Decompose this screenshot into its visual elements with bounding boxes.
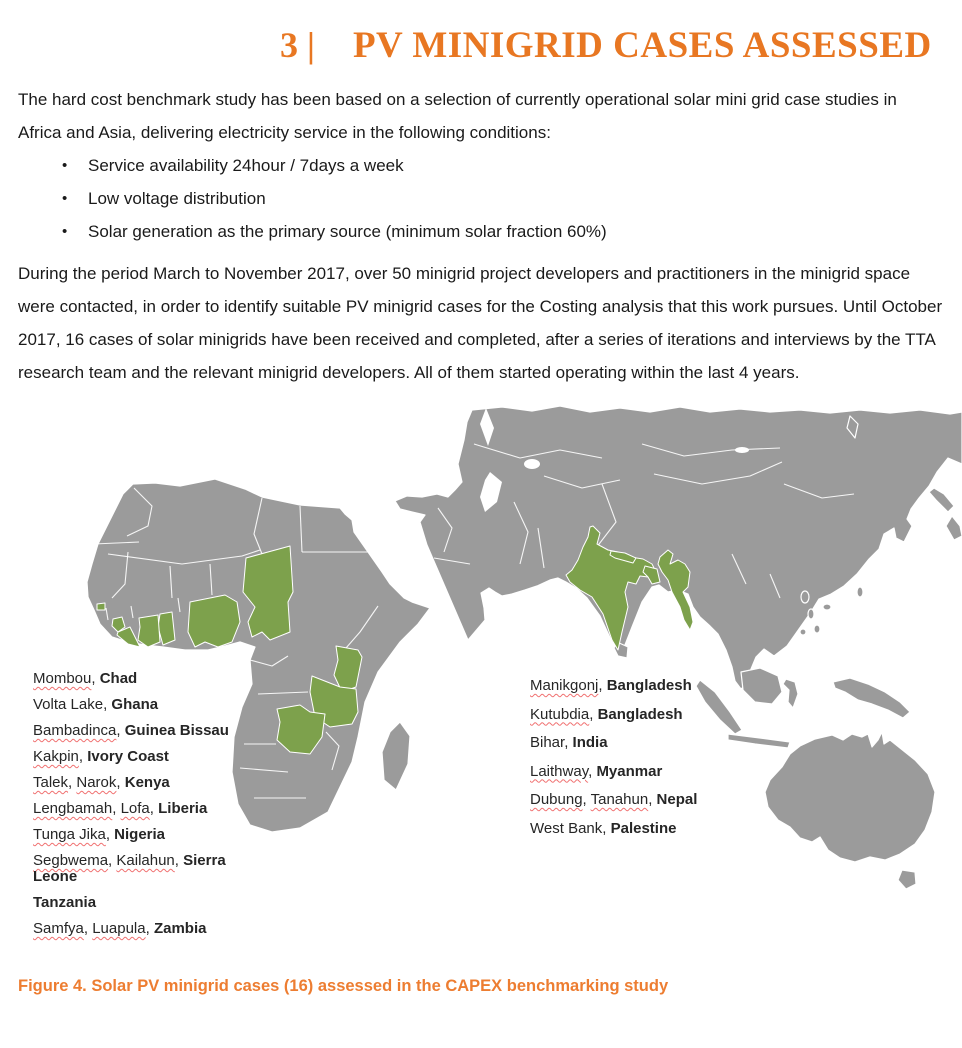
place-name: ,	[149, 800, 159, 817]
map-label	[530, 821, 730, 837]
place-name: Bambadinca	[33, 722, 117, 739]
place-name: Kakpin	[33, 748, 79, 765]
place-name: Kailahun	[116, 852, 175, 869]
philippines-island	[814, 625, 820, 633]
place-name: Dubung	[530, 791, 583, 808]
tasmania-island	[898, 870, 916, 889]
philippines-island	[808, 609, 814, 619]
map-label	[33, 801, 231, 817]
country-name: India	[572, 734, 608, 751]
place-name: Tanahun	[590, 791, 649, 808]
aral-sea	[524, 459, 540, 469]
map-label	[33, 697, 231, 713]
country-name: Bangladesh	[606, 677, 692, 694]
list-item	[18, 149, 944, 182]
place-name: Lofa	[120, 800, 150, 817]
figure-caption: Figure 4. Solar PV minigrid cases (16) assessed in the CAPEX benchmarking study	[18, 977, 669, 995]
bullet-icon: •	[62, 190, 68, 207]
place-name: ,	[108, 852, 117, 869]
place-name: ,	[68, 774, 77, 791]
place-name: Talek	[33, 774, 69, 791]
australia-landmass	[765, 732, 935, 862]
bullet-icon: •	[62, 157, 68, 174]
place-name: ,	[648, 791, 657, 808]
place-name: ,	[145, 920, 154, 937]
map-label	[530, 707, 730, 723]
place-name: ,	[598, 677, 607, 694]
country-chad	[243, 546, 293, 640]
map-label	[530, 735, 730, 751]
list-item	[18, 182, 944, 215]
africa-case-list	[33, 671, 231, 947]
map-label	[33, 671, 231, 687]
place-name: Tunga Jika	[33, 826, 106, 843]
sulawesi-island	[783, 679, 798, 708]
section-number: 3 |	[280, 25, 315, 65]
place-name: ,	[582, 791, 591, 808]
place-name: ,	[105, 826, 115, 843]
map-label	[33, 749, 231, 765]
place-name: ,	[83, 920, 93, 937]
place-name: Bihar	[530, 734, 565, 751]
intro-paragraph: The hard cost benchmark study has been based on a selection of currently operational solar mini grid case studies in Africa and Asia, delivering electricity service in the following conditions:	[18, 90, 897, 142]
map-label	[530, 792, 730, 808]
country-guinea-bissau	[97, 603, 105, 610]
place-name: Luapula	[92, 920, 146, 937]
country-name: Ghana	[111, 696, 159, 713]
section-title: PV MINIGRID CASES ASSESSED	[352, 25, 932, 66]
place-name: ,	[91, 670, 100, 687]
place-name: Kutubdia	[530, 705, 590, 723]
bullet-text: Solar generation as the primary source (minimum solar fraction 60%)	[88, 222, 607, 241]
place-name: ,	[589, 705, 598, 723]
madagascar-island	[382, 722, 410, 790]
place-name: ,	[174, 852, 184, 869]
place-name: ,	[602, 819, 611, 837]
place-name: Volta Lake	[33, 696, 104, 713]
bullet-text: Low voltage distribution	[88, 189, 266, 208]
country-name: Liberia	[158, 800, 208, 817]
section-heading	[280, 24, 944, 67]
country-name: Nigeria	[114, 826, 166, 843]
list-item	[18, 215, 944, 248]
borneo-island	[741, 668, 782, 704]
place-name: ,	[564, 734, 573, 751]
place-name: Samfya	[33, 920, 84, 937]
place-name: ,	[116, 774, 125, 791]
asia-case-list	[530, 678, 730, 849]
map-label	[530, 764, 730, 780]
bullet-text: Service availability 24hour / 7days a week	[88, 156, 404, 175]
place-name: ,	[588, 762, 597, 780]
map-label	[33, 921, 231, 937]
java-island	[728, 734, 790, 748]
country-name: Tanzania	[33, 894, 97, 911]
new-guinea-island	[833, 678, 910, 718]
philippines-island	[801, 591, 809, 603]
country-name: Palestine	[610, 819, 677, 837]
country-name: Ivory Coast	[87, 748, 169, 765]
map-label	[33, 723, 231, 739]
place-name: Laithway	[530, 762, 589, 780]
map-label	[33, 775, 231, 791]
map-label	[33, 895, 231, 911]
philippines-island	[800, 629, 806, 635]
hainan-island	[823, 604, 831, 610]
country-name: Kenya	[124, 774, 170, 791]
country-name: Myanmar	[596, 762, 663, 780]
body-paragraph: During the period March to November 2017, over 50 minigrid project developers and practitioners in the minigrid space were contacted, in order to identify suitable PV minigrid cases for the Costing analysis that this work pursues. Until October 2017, 16 cases of solar minigrids have been received and completed, after a series of iterations and interviews by the TTA research team and the relevant minigrid developers. All of them started operating within the last 4 years.	[18, 264, 943, 382]
map-label	[33, 827, 231, 843]
country-nigeria	[188, 595, 240, 647]
place-name: Segbwema	[33, 852, 109, 869]
map-label	[530, 678, 730, 694]
place-name: Manikgonj	[530, 677, 599, 694]
eurasia-landmass	[395, 406, 962, 689]
country-name: Chad	[99, 670, 138, 687]
place-name: West Bank	[530, 819, 603, 837]
taiwan-island	[857, 587, 863, 597]
japan-islands	[929, 488, 954, 512]
place-name: ,	[112, 800, 121, 817]
world-map-figure	[0, 402, 962, 967]
place-name: ,	[116, 722, 125, 739]
place-name: ,	[78, 748, 88, 765]
country-ivory-coast	[138, 615, 160, 647]
place-name: Narok	[76, 774, 117, 791]
country-name: Sierra Leone	[33, 852, 226, 885]
country-name: Nepal	[656, 791, 698, 808]
place-name: Lengbamah	[33, 800, 113, 817]
country-name: Guinea Bissau	[124, 722, 229, 739]
japan-islands	[946, 516, 962, 540]
country-name: Zambia	[153, 920, 207, 937]
place-name: ,	[103, 696, 112, 713]
conditions-list	[18, 149, 944, 248]
country-name: Bangladesh	[597, 705, 683, 723]
bullet-icon: •	[62, 223, 68, 240]
place-name: Mombou	[33, 670, 92, 687]
map-label	[33, 853, 231, 885]
